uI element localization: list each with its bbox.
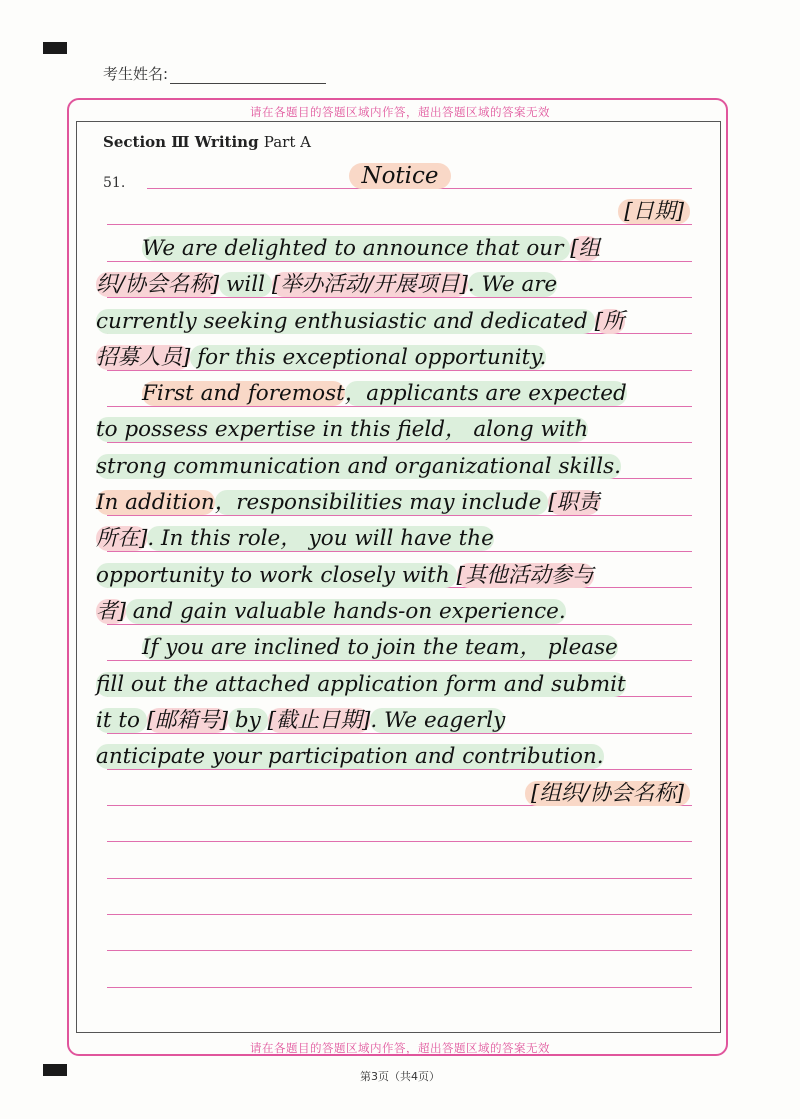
essay-line <box>96 267 711 303</box>
section-title <box>103 133 311 151</box>
essay-text: ，applicants are expected <box>344 381 627 407</box>
essay-line <box>96 304 711 340</box>
page-footer: 第3页（共4页） <box>360 1070 440 1083</box>
placeholder-text: [所 <box>594 308 625 334</box>
essay-text: We are delighted to announce that our <box>142 236 571 261</box>
essay-text: fill out the attached application form and submit <box>96 671 626 697</box>
placeholder-text: 织/协会名称] <box>96 272 220 298</box>
essay-text: strong communication and organizational skills. <box>96 453 621 479</box>
answer-notice-top: 请在各题目的答题区域内作答，超出答题区域的答案无效 <box>250 105 550 119</box>
essay-signature <box>525 776 690 812</box>
candidate-name-label: 考生姓名: <box>103 65 169 83</box>
placeholder-text: 所在] <box>96 526 148 552</box>
essay-line <box>96 449 711 485</box>
essay-text: . In this role， you will have the <box>147 526 494 552</box>
placeholder-text: [举办活动/开展项目] <box>271 272 468 298</box>
question-number: 51. <box>103 175 126 191</box>
essay-text: . We are <box>467 272 558 298</box>
essay-body <box>96 231 711 775</box>
ruled-line <box>107 914 692 915</box>
essay-line <box>96 412 711 448</box>
candidate-name-blank[interactable] <box>170 65 326 84</box>
essay-line <box>96 594 711 630</box>
essay-line <box>96 485 711 521</box>
ruled-line <box>107 878 692 879</box>
placeholder-text: 招募人员] <box>96 344 191 370</box>
placeholder-text: [截止日期] <box>267 707 371 733</box>
essay-title <box>0 158 800 194</box>
essay-line <box>96 231 711 267</box>
essay-text: opportunity to work closely with <box>96 562 457 588</box>
essay-line <box>96 667 711 703</box>
answer-notice-bottom: 请在各题目的答题区域内作答，超出答题区域的答案无效 <box>250 1041 550 1055</box>
ruled-line <box>107 987 692 988</box>
transition-phrase: First and foremost <box>142 381 345 407</box>
placeholder-text: [邮箱号] <box>146 707 229 733</box>
ruled-line <box>107 224 692 225</box>
essay-text: anticipate your participation and contribution. <box>96 744 604 770</box>
essay-text: . We eagerly <box>370 707 506 733</box>
essay-line <box>96 630 711 666</box>
essay-line <box>96 521 711 557</box>
section-part: Part A <box>263 133 311 151</box>
placeholder-text: [其他活动参与 <box>456 562 594 588</box>
essay-line <box>96 376 711 412</box>
essay-text: currently seeking enthusiastic and dedicated <box>96 308 595 334</box>
essay-line <box>96 739 711 775</box>
essay-text: to possess expertise in this field， along with <box>96 417 589 443</box>
placeholder-text: [职责 <box>548 490 600 516</box>
candidate-name-row <box>103 63 326 84</box>
essay-text: by <box>228 707 268 733</box>
essay-line <box>96 340 711 376</box>
placeholder-text: 者] <box>96 598 126 624</box>
essay-text: ，responsibilities may include <box>214 490 549 516</box>
essay-line <box>96 703 711 739</box>
essay-text: for this exceptional opportunity. <box>190 344 547 370</box>
placeholder-text: [组 <box>570 236 601 261</box>
essay-text: it to <box>96 707 147 733</box>
essay-title-text: Notice <box>349 163 450 189</box>
essay-text: and gain valuable hands-on experience. <box>125 598 566 624</box>
registration-mark-top <box>43 42 67 54</box>
section-title-text: Section Ⅲ Writing <box>103 133 259 151</box>
essay-signature-text: [组织/协会名称] <box>525 781 690 806</box>
transition-phrase: In addition <box>96 490 215 516</box>
ruled-line <box>107 950 692 951</box>
essay-text: will <box>219 272 272 298</box>
essay-text: If you are inclined to join the team， please <box>142 635 618 661</box>
ruled-line <box>107 841 692 842</box>
essay-line <box>96 558 711 594</box>
essay-date <box>618 194 690 230</box>
essay-date-text: [日期] <box>618 199 690 224</box>
